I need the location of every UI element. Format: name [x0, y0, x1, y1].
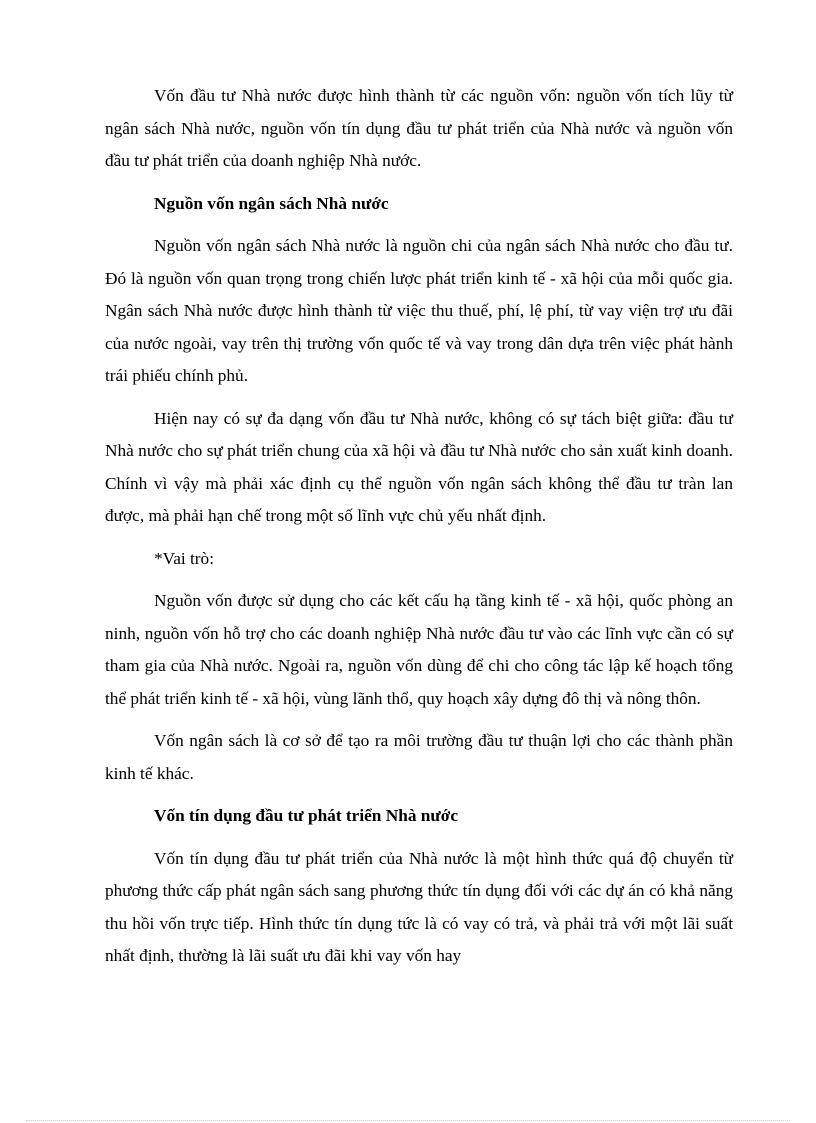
paragraph-role-label: *Vai trò:	[154, 548, 214, 568]
paragraph-state-budget-definition: Nguồn vốn ngân sách Nhà nước là nguồn chi của ngân sách Nhà nước cho đầu tư. Đó là nguồn vốn quan trọng trong chiến lược phát triển kinh tế - xã hội của mỗi quốc gia. Ngân sách Nhà nước được hình thành từ việc thu thuế, phí, lệ phí, từ vay viện trợ ưu đãi của nước ngoài, vay trên thị trường vốn quốc tế và vay trong dân dựa trên việc phát hành trái phiếu chính phủ.	[105, 236, 733, 385]
page-bottom-divider	[26, 1120, 790, 1121]
paragraph-budget-environment: Vốn ngân sách là cơ sở để tạo ra môi trường đầu tư thuận lợi cho các thành phần kinh tế khác.	[105, 731, 733, 783]
paragraph-state-investment-diversity: Hiện nay có sự đa dạng vốn đầu tư Nhà nước, không có sự tách biệt giữa: đầu tư Nhà nước cho sự phát triển chung của xã hội và đầu tư Nhà nước cho sản xuất kinh doanh. Chính vì vậy mà phải xác định cụ thể nguồn vốn ngân sách không thể đầu tư tràn lan được, mà phải hạn chế trong một số lĩnh vực chủ yếu nhất định.	[105, 408, 733, 525]
paragraph-role-description: Nguồn vốn được sử dụng cho các kết cấu hạ tầng kinh tế - xã hội, quốc phòng an ninh, nguồn vốn hỗ trợ cho các doanh nghiệp Nhà nước đầu tư vào các lĩnh vực cần có sự tham gia của Nhà nước. Ngoài ra, nguồn vốn dùng để chi cho công tác lập kế hoạch tổng thể phát triển kinh tế - xã hội, vùng lãnh thổ, quy hoạch xây dựng đô thị và nông thôn.	[105, 591, 733, 708]
paragraph-development-credit: Vốn tín dụng đầu tư phát triển của Nhà nước là một hình thức quá độ chuyển từ phương thức cấp phát ngân sách sang phương thức tín dụng đối với các dự án có khả năng thu hồi vốn trực tiếp. Hình thức tín dụng tức là có vay có trả, và phải trả với một lãi suất nhất định, thường là lãi suất ưu đãi khi vay vốn hay	[105, 848, 733, 965]
heading-development-credit: Vốn tín dụng đầu tư phát triển Nhà nước	[154, 806, 458, 825]
document-page	[105, 80, 733, 983]
heading-state-budget-capital: Nguồn vốn ngân sách Nhà nước	[154, 193, 389, 213]
paragraph-intro: Vốn đầu tư Nhà nước được hình thành từ các nguồn vốn: nguồn vốn tích lũy từ ngân sách Nhà nước, nguồn vốn tín dụng đầu tư phát triển của Nhà nước và nguồn vốn đầu tư phát triển của doanh nghiệp Nhà nước.	[105, 86, 733, 170]
